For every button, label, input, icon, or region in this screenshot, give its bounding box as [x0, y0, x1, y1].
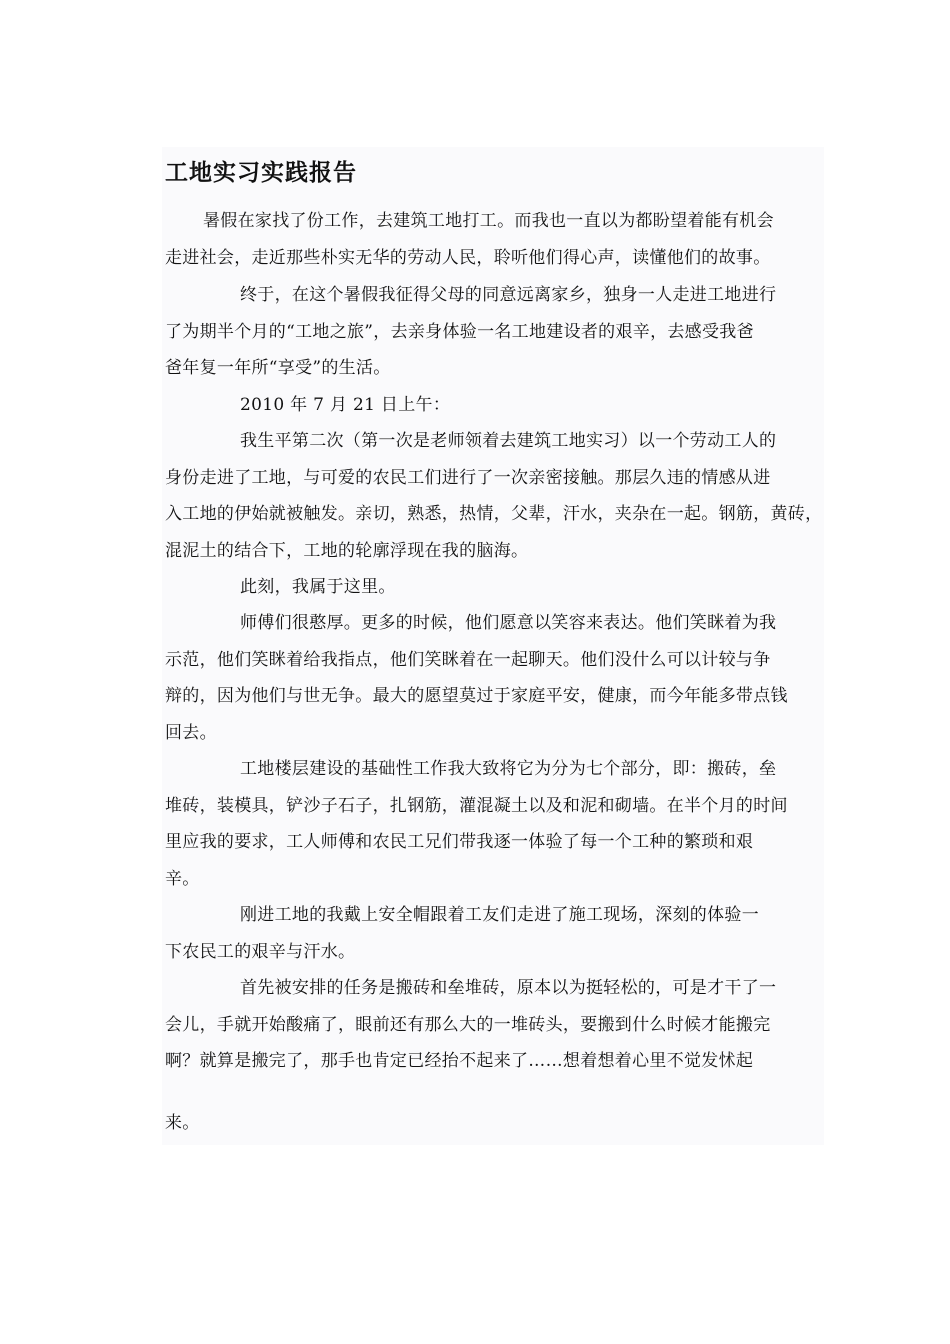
- text-line: 辩的，因为他们与世无争。最大的愿望莫过于家庭平安，健康，而今年能多带点钱: [165, 686, 788, 707]
- text-line: 堆砖，装模具，铲沙子石子，扎钢筋，灌混凝土以及和泥和砌墙。在半个月的时间: [165, 795, 788, 816]
- text-line: 走进社会，走近那些朴实无华的劳动人民，聆听他们得心声，读懂他们的故事。: [165, 247, 771, 268]
- text-line: 示范，他们笑眯着给我指点，他们笑眯着在一起聊天。他们没什么可以计较与争: [165, 649, 771, 670]
- text-line: 我生平第二次（第一次是老师领着去建筑工地实习）以一个劳动工人的: [240, 431, 777, 451]
- paragraph-1: [165, 203, 823, 276]
- text-line: 首先被安排的任务是搬砖和垒堆砖，原本以为挺轻松的，可是才干了一: [240, 978, 777, 998]
- paragraph-8: [165, 970, 823, 1080]
- document-page: [162, 147, 824, 1145]
- paragraph-2: [165, 277, 823, 387]
- text-line: 爸年复一年所“享受”的生活。: [165, 358, 391, 379]
- text-line: 工地楼层建设的基础性工作我大致将它为分为七个部分，即：搬砖，垒: [240, 759, 777, 779]
- paragraph-9: [165, 1105, 823, 1142]
- text-line: 了为期半个月的“工地之旅”，去亲身体验一名工地建设者的艰辛，去感受我爸: [165, 321, 754, 342]
- text-line: 下农民工的艰辛与汗水。: [165, 941, 356, 962]
- text-line: 暑假在家找了份工作，去建筑工地打工。而我也一直以为都盼望着能有机会: [203, 211, 774, 231]
- paragraph-6: [165, 751, 823, 897]
- text-line: 入工地的伊始就被触发。亲切，熟悉，热情，父辈，汗水，夹杂在一起。钢筋，黄砖，: [165, 504, 823, 525]
- text-line: 终于，在这个暑假我征得父母的同意远离家乡，独身一人走进工地进行: [240, 285, 777, 305]
- date-line: 2010 年 7 月 21 日上午：: [240, 395, 451, 415]
- paragraph-4: [165, 569, 823, 606]
- paragraph-3: [165, 423, 823, 569]
- text-line: 来。: [165, 1113, 200, 1133]
- text-line: 回去。: [165, 722, 217, 743]
- text-line: 刚进工地的我戴上安全帽跟着工友们走进了施工现场，深刻的体验一: [240, 905, 759, 925]
- text-line: 混泥土的结合下，工地的轮廓浮现在我的脑海。: [165, 540, 529, 561]
- text-line: 身份走进了工地，与可爱的农民工们进行了一次亲密接触。那层久违的情感从进: [165, 467, 771, 488]
- paragraph-7: [165, 897, 823, 970]
- text-line: 会儿，手就开始酸痛了，眼前还有那么大的一堆砖头，要搬到什么时候才能搬完: [165, 1014, 771, 1035]
- text-line: 此刻，我属于这里。: [240, 577, 396, 597]
- document-title: 工地实习实践报告: [165, 159, 357, 186]
- text-line: 辛。: [165, 868, 200, 889]
- paragraph-date: [165, 387, 823, 424]
- paragraph-5: [165, 605, 823, 751]
- text-line: 师傅们很憨厚。更多的时候，他们愿意以笑容来表达。他们笑眯着为我: [240, 613, 777, 633]
- text-line: 里应我的要求，工人师傅和农民工兄们带我逐一体验了每一个工种的繁琐和艰: [165, 832, 754, 853]
- text-line: 啊？就算是搬完了，那手也肯定已经抬不起来了……想着想着心里不觉发怵起: [165, 1051, 754, 1072]
